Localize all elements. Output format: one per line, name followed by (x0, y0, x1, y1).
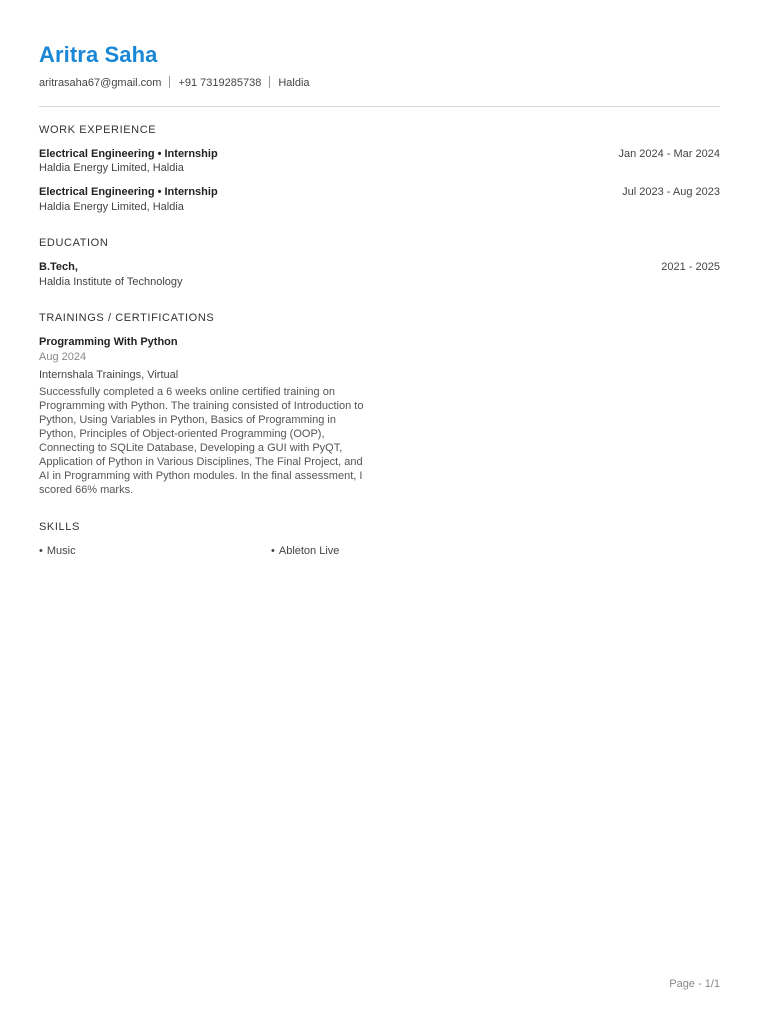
skill-label: Ableton Live (278, 545, 340, 557)
work-dates: Jul 2023 - Aug 2023 (622, 186, 720, 198)
work-role: Electrical Engineering • Internship (39, 148, 218, 160)
contact-line (39, 76, 310, 90)
training-provider: Internshala Trainings, Virtual (39, 369, 179, 381)
education-dates: 2021 - 2025 (661, 261, 720, 273)
candidate-name: Aritra Saha (39, 42, 158, 67)
training-description: Successfully completed a 6 weeks online certified training on Programming with Python. The training consisted of Introduction to Python, Using Variables in Python, Basics of Programming in Python, Principles of Object-oriented Programming (OOP), Connecting to SQLite Database, Developing a GUI with PyQT, Application of Python in Various Disciplines, The Final Project, and AI in Programming with Python modules. In the final assessment, I scored 66% marks. (39, 386, 364, 496)
section-title-trainings: TRAININGS / CERTIFICATIONS (39, 312, 215, 324)
contact-separator (169, 76, 170, 88)
contact-phone[interactable]: +91 7319285738 (178, 77, 262, 89)
education-institution: Haldia Institute of Technology (39, 276, 183, 288)
bullet-glyph: • (271, 545, 275, 557)
page-number: Page - 1/1 (669, 978, 720, 990)
work-company: Haldia Energy Limited, Haldia (39, 201, 184, 213)
training-name: Programming With Python (39, 336, 178, 348)
bullet-glyph: • (39, 545, 43, 557)
contact-email[interactable]: aritrasaha67@gmail.com (39, 77, 162, 89)
work-dates: Jan 2024 - Mar 2024 (618, 148, 720, 160)
section-title-education: EDUCATION (39, 237, 109, 249)
skill-item (271, 544, 339, 558)
header-divider (39, 106, 720, 107)
contact-separator (269, 76, 270, 88)
skill-label: Music (46, 545, 76, 557)
skill-item (39, 544, 76, 558)
contact-location: Haldia (278, 77, 310, 89)
training-date: Aug 2024 (39, 351, 87, 363)
education-degree: B.Tech, (39, 261, 78, 273)
work-role: Electrical Engineering • Internship (39, 186, 218, 198)
work-company: Haldia Energy Limited, Haldia (39, 162, 184, 174)
section-title-work-experience: WORK EXPERIENCE (39, 124, 157, 136)
section-title-skills: SKILLS (39, 521, 80, 533)
